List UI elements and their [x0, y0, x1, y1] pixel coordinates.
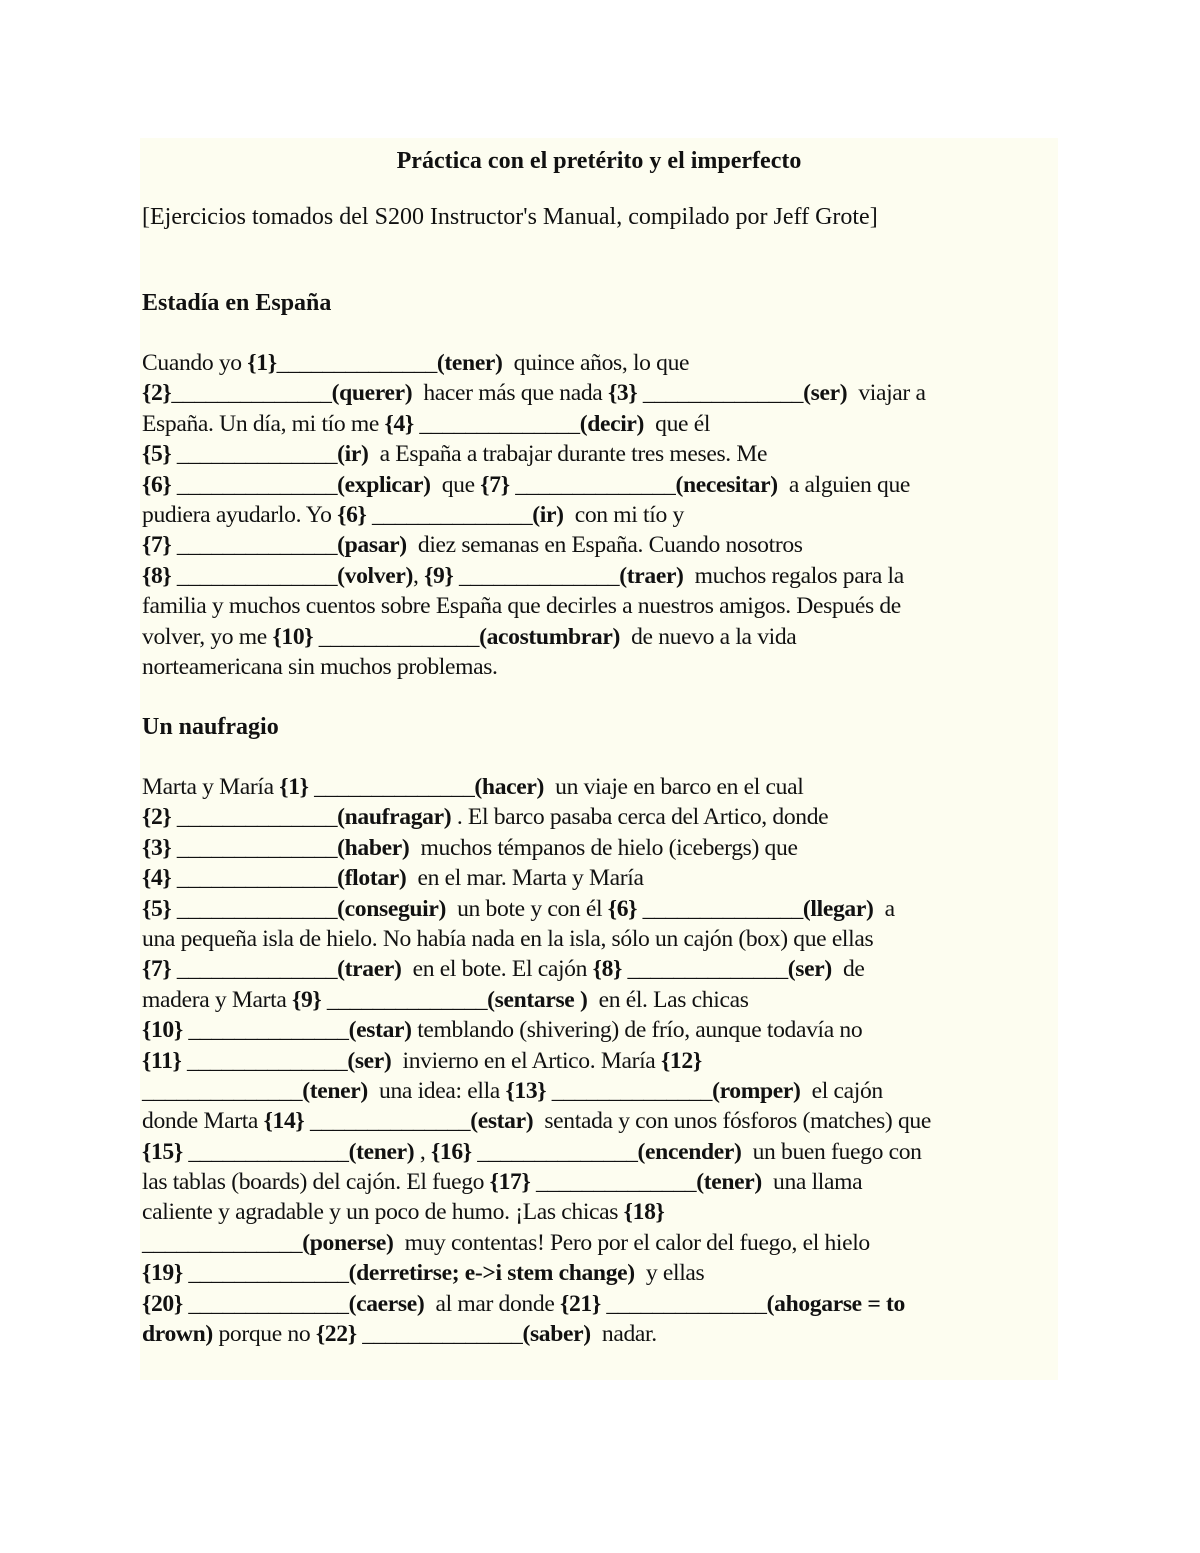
text-run: nadar.	[590, 1321, 657, 1348]
blank-number: {2}	[142, 804, 172, 831]
blank-number: {12}	[660, 1047, 702, 1074]
answer-blank: ______________	[182, 1260, 349, 1287]
blank-number: {4}	[142, 865, 172, 892]
blank-number: {18}	[623, 1199, 665, 1226]
text-run: sentada y con unos fósforos (matches) que	[533, 1108, 931, 1135]
blank-number: {22}	[315, 1321, 357, 1348]
verb-hint: (acostumbrar)	[479, 623, 620, 650]
text-line	[142, 1046, 1060, 1076]
answer-blank: ______________	[182, 1017, 349, 1044]
verb-hint: (volver)	[337, 562, 413, 589]
verb-hint: (estar)	[470, 1108, 534, 1135]
answer-blank: ______________	[171, 804, 338, 831]
text-run: familia y muchos cuentos sobre España que decirles a nuestros amigos. Después de	[142, 593, 901, 620]
text-run: ,	[414, 1138, 431, 1165]
blank-number: {10}	[272, 623, 314, 650]
text-line	[142, 530, 1060, 560]
verb-hint: (encender)	[637, 1138, 742, 1165]
verb-hint: (querer)	[331, 380, 413, 407]
verb-hint: (traer)	[337, 956, 402, 983]
answer-blank: ______________	[413, 410, 580, 437]
document-subtitle: [Ejercicios tomados del S200 Instructor's Manual, compilado por Jeff Grote]	[142, 204, 878, 230]
blank-number: {1}	[279, 774, 309, 800]
verb-hint: (tener)	[302, 1077, 368, 1104]
answer-blank: ______________	[276, 350, 437, 376]
text-run: que él	[644, 410, 711, 437]
text-line	[142, 1197, 1060, 1227]
text-line	[142, 1106, 1060, 1136]
text-line	[142, 1228, 1060, 1258]
verb-hint: (conseguir)	[337, 895, 447, 922]
verb-hint: (necesitar)	[675, 471, 778, 498]
blank-number: {6}	[607, 895, 638, 922]
blank-number: {2}	[142, 380, 172, 407]
verb-hint: (ser)	[803, 380, 848, 407]
text-run: un buen fuego con	[741, 1138, 922, 1165]
blank-number: {5}	[142, 441, 172, 468]
text-line	[142, 833, 1060, 863]
blank-number: {7}	[480, 471, 510, 498]
answer-blank: ______________	[171, 471, 338, 498]
verb-hint: (ahogarse = to	[766, 1290, 905, 1317]
text-run: Cuando yo	[142, 350, 248, 376]
verb-hint: (caerse)	[348, 1290, 425, 1317]
verb-hint: (flotar)	[337, 865, 407, 892]
blank-number: {7}	[142, 956, 172, 983]
blank-number: {8}	[142, 562, 172, 589]
blank-number: {15}	[142, 1138, 183, 1165]
verb-hint: (hacer)	[474, 774, 545, 800]
text-run: de	[831, 956, 865, 983]
text-run: madera y Marta	[142, 986, 292, 1013]
text-line	[142, 561, 1060, 591]
verb-hint: (ser)	[347, 1047, 392, 1074]
blank-number: {20}	[142, 1290, 183, 1317]
answer-blank: ______________	[637, 895, 803, 922]
text-line	[142, 500, 1060, 530]
text-run: una idea: ella	[367, 1077, 506, 1104]
verb-hint: (decir)	[579, 410, 645, 437]
text-run: un viaje en barco en el cual	[544, 774, 804, 800]
answer-blank: ______________	[171, 834, 338, 861]
answer-blank: ______________	[182, 1290, 349, 1317]
verb-hint: (llegar)	[802, 895, 874, 922]
answer-blank: ______________	[530, 1169, 697, 1196]
answer-blank: ______________	[366, 501, 533, 528]
text-run: España. Un día, mi tío me	[142, 410, 385, 437]
text-line	[142, 1015, 1060, 1045]
text-run: caliente y agradable y un poco de humo. ¡Las chicas	[142, 1199, 624, 1226]
text-run: en el bote. El cajón	[401, 956, 593, 983]
text-run: ,	[412, 562, 425, 589]
verb-hint: (ir)	[337, 441, 369, 468]
text-line	[142, 439, 1060, 469]
verb-hint: (tener)	[348, 1138, 415, 1165]
text-run: al mar donde	[424, 1290, 561, 1317]
answer-blank: ______________	[181, 1047, 348, 1074]
text-line	[142, 1289, 1060, 1319]
text-run: hacer más que nada	[412, 380, 608, 407]
text-run: de nuevo a la vida	[619, 623, 797, 650]
text-run: volver, yo me	[142, 623, 273, 650]
verb-hint: (sentarse )	[487, 986, 588, 1013]
verb-hint: (explicar)	[337, 471, 431, 498]
text-line	[142, 985, 1060, 1015]
verb-hint: (ponerse)	[302, 1229, 394, 1256]
verb-hint: (saber)	[522, 1321, 591, 1348]
text-run: un bote y con él	[446, 895, 608, 922]
text-line	[142, 348, 1060, 378]
blank-number: {19}	[142, 1260, 183, 1287]
blank-number: {10}	[142, 1017, 183, 1044]
answer-blank: ______________	[171, 380, 332, 407]
answer-blank: ______________	[171, 895, 338, 922]
blank-number: {9}	[292, 986, 322, 1013]
text-line	[142, 591, 1060, 621]
text-run: pudiera ayudarlo. Yo	[142, 501, 338, 528]
text-line	[142, 1137, 1060, 1167]
verb-hint: drown)	[142, 1321, 213, 1348]
answer-blank: ______________	[142, 1077, 303, 1104]
blank-number: {14}	[263, 1108, 305, 1135]
verb-hint: (estar)	[348, 1017, 412, 1044]
verb-hint: (ir)	[532, 501, 564, 528]
verb-hint: (ser)	[787, 956, 832, 983]
text-run: que	[430, 471, 481, 498]
text-line	[142, 802, 1060, 832]
blank-number: {11}	[142, 1047, 182, 1074]
answer-blank: ______________	[304, 1108, 471, 1135]
text-run: el cajón	[800, 1077, 883, 1104]
blank-number: {3}	[142, 834, 172, 861]
text-run: con mi tío y	[563, 501, 684, 528]
answer-blank: ______________	[182, 1138, 349, 1165]
blank-number: {9}	[424, 562, 454, 589]
text-run: . El barco pasaba cerca del Artico, donde	[451, 804, 829, 831]
blank-number: {6}	[337, 501, 367, 528]
section-heading-estadia: Estadía en España	[142, 290, 332, 316]
blank-number: {13}	[505, 1077, 547, 1104]
text-run: en el mar. Marta y María	[406, 865, 644, 892]
text-run: a	[873, 895, 895, 922]
verb-hint: (tener)	[436, 350, 503, 376]
text-run: a España a trabajar durante tres meses. Me	[368, 441, 768, 468]
text-run: porque no	[212, 1321, 316, 1348]
blank-number: {8}	[592, 956, 622, 983]
text-line	[142, 409, 1060, 439]
verb-hint: (haber)	[337, 834, 410, 861]
exercise-paragraph-estadia	[142, 348, 1060, 682]
text-line	[142, 1076, 1060, 1106]
text-line	[142, 954, 1060, 984]
answer-blank: ______________	[171, 865, 338, 892]
answer-blank: ______________	[471, 1138, 638, 1165]
answer-blank: ______________	[171, 562, 338, 589]
text-line	[142, 1319, 1060, 1349]
answer-blank: ______________	[356, 1321, 523, 1348]
text-run: viajar a	[847, 380, 926, 407]
blank-number: {4}	[384, 410, 414, 437]
verb-hint: (traer)	[619, 562, 684, 589]
answer-blank: ______________	[321, 986, 488, 1013]
answer-blank: ______________	[313, 623, 480, 650]
text-line	[142, 1167, 1060, 1197]
text-line	[142, 924, 1060, 954]
text-line	[142, 470, 1060, 500]
blank-number: {3}	[607, 380, 638, 407]
text-run: muy contentas! Pero por el calor del fuego, el hielo	[393, 1229, 870, 1256]
text-run: diez semanas en España. Cuando nosotros	[406, 532, 803, 559]
text-line	[142, 622, 1060, 652]
answer-blank: ______________	[637, 380, 804, 407]
answer-blank: ______________	[171, 956, 338, 983]
document-title: Práctica con el pretérito y el imperfecto	[396, 148, 802, 174]
blank-number: {5}	[142, 895, 172, 922]
answer-blank: ______________	[600, 1290, 767, 1317]
verb-hint: (naufragar)	[337, 804, 452, 831]
text-run: muchos témpanos de hielo (icebergs) que	[409, 834, 798, 861]
text-run: norteamericana sin muchos problemas.	[142, 653, 498, 680]
answer-blank: ______________	[621, 956, 788, 983]
text-line	[142, 894, 1060, 924]
verb-hint: (derretirse; e->i stem change)	[348, 1260, 635, 1287]
answer-blank: ______________	[171, 441, 338, 468]
text-run: donde Marta	[142, 1108, 264, 1135]
exercise-paragraph-naufragio	[142, 772, 1060, 1349]
text-run: quince años, lo que	[502, 350, 690, 376]
text-run: en él. Las chicas	[587, 986, 749, 1013]
answer-blank: ______________	[142, 1229, 303, 1256]
answer-blank: ______________	[509, 471, 676, 498]
text-run: las tablas (boards) del cajón. El fuego	[142, 1169, 490, 1196]
text-run: a alguien que	[777, 471, 911, 498]
answer-blank: ______________	[171, 532, 338, 559]
verb-hint: (pasar)	[337, 532, 407, 559]
text-run: una llama	[761, 1169, 863, 1196]
text-line	[142, 863, 1060, 893]
verb-hint: (tener)	[696, 1169, 762, 1196]
blank-number: {16}	[430, 1138, 472, 1165]
text-run: temblando (shivering) de frío, aunque todavía no	[411, 1017, 863, 1044]
text-line	[142, 378, 1060, 408]
text-run: Marta y María	[142, 774, 280, 800]
section-heading-naufragio: Un naufragio	[142, 714, 279, 740]
answer-blank: ______________	[546, 1077, 713, 1104]
blank-number: {17}	[489, 1169, 531, 1196]
text-run: muchos regalos para la	[683, 562, 904, 589]
text-run: una pequeña isla de hielo. No había nada en la isla, sólo un cajón (box) que ellas	[142, 925, 874, 952]
text-run: y ellas	[634, 1260, 705, 1287]
text-run: invierno en el Artico. María	[391, 1047, 661, 1074]
verb-hint: (romper)	[712, 1077, 801, 1104]
text-line	[142, 772, 1060, 802]
blank-number: {1}	[247, 350, 277, 376]
text-line	[142, 652, 1060, 682]
worksheet-page	[140, 138, 1058, 1380]
answer-blank: ______________	[308, 774, 475, 800]
text-line	[142, 1258, 1060, 1288]
blank-number: {6}	[142, 471, 172, 498]
blank-number: {21}	[560, 1290, 601, 1317]
blank-number: {7}	[142, 532, 172, 559]
answer-blank: ______________	[453, 562, 620, 589]
